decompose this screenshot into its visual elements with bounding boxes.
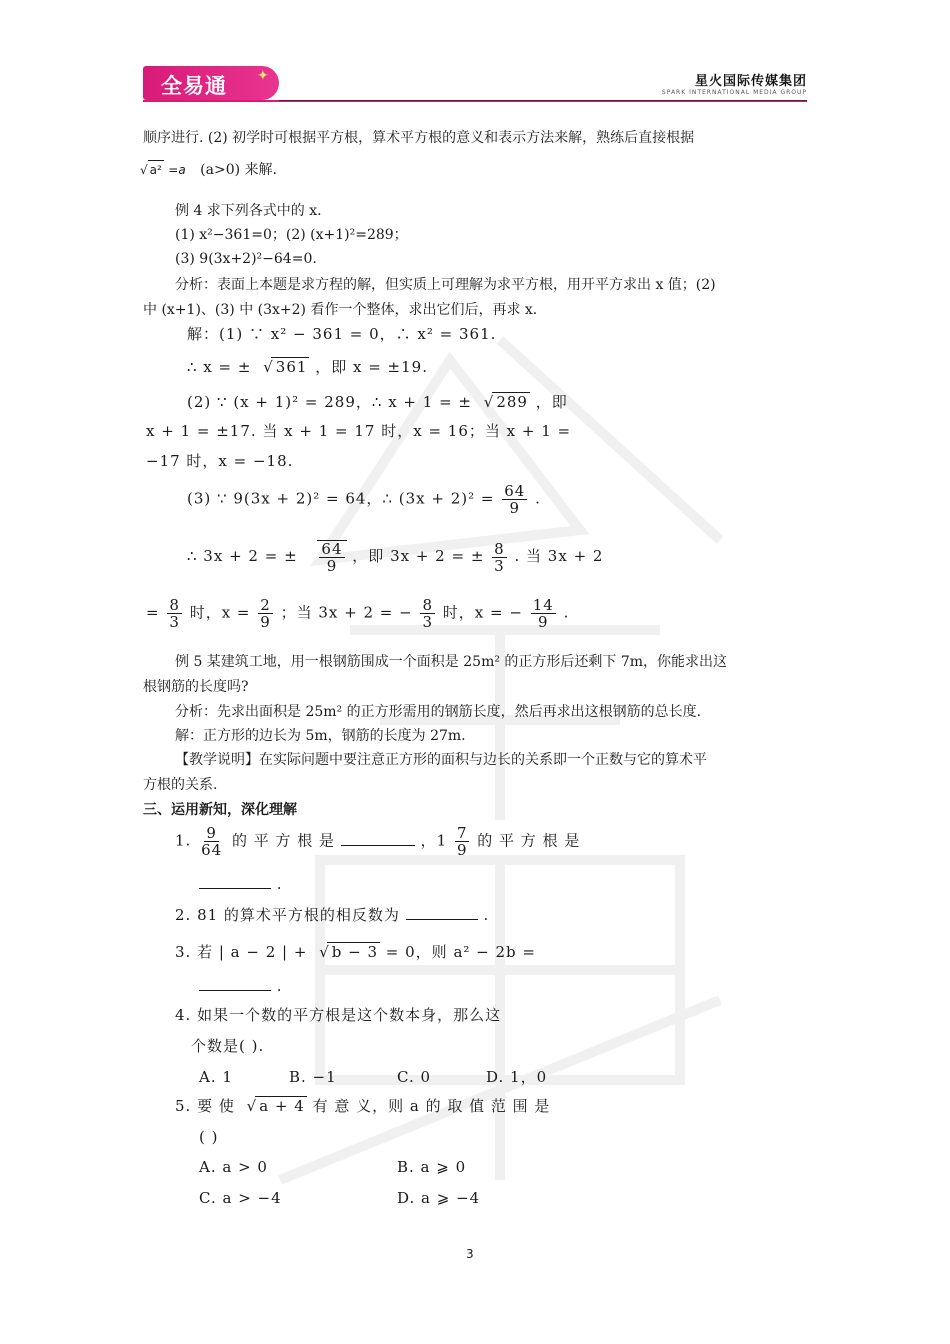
q1-post: 的 平 方 根 是 <box>477 831 581 850</box>
fraction-64-9 <box>502 483 527 516</box>
fraction-numerator: 9 <box>206 824 217 842</box>
sol8-e: . <box>563 603 570 622</box>
q1-end: . <box>276 875 283 893</box>
answer-blank[interactable] <box>406 919 478 920</box>
fraction-2-9 <box>258 597 273 630</box>
sol7-post: . 当 3x + 2 <box>514 547 604 565</box>
q5-pre: 5. 要 使 <box>175 1097 235 1115</box>
ex5-solution: 解：正方形的边长为 5m，钢筋的长度为 27m. <box>175 728 466 744</box>
publisher-name: 星火国际传媒集团 <box>694 74 807 89</box>
fraction-numerator: 8 <box>494 539 505 558</box>
sol7-mid: ，即 3x + 2 = ± <box>352 547 485 565</box>
sol8-a: = <box>146 603 160 622</box>
question-1-cont <box>199 875 283 893</box>
q5-option-b[interactable]: B. a ⩾ 0 <box>397 1158 467 1176</box>
fraction-denominator: 64 <box>201 841 223 859</box>
q4-option-d[interactable]: D. 1，0 <box>486 1068 548 1086</box>
intro-tail: (a>0) 来解. <box>200 162 277 178</box>
publisher-block <box>662 70 807 96</box>
fraction-denominator: 9 <box>456 841 468 859</box>
fraction-denominator: 9 <box>260 613 271 631</box>
header-rule-thin <box>279 100 807 101</box>
page-header <box>0 0 950 110</box>
q2-end: . <box>483 906 490 924</box>
teaching-note-2: 方根的关系. <box>143 777 218 793</box>
sol2-post: ，即 x = ±19. <box>315 358 428 376</box>
q4-option-c[interactable]: C. 0 <box>397 1068 432 1086</box>
sqrt-64-over-9 <box>317 540 346 574</box>
fraction-denominator: 3 <box>494 556 505 575</box>
q1-mid: 的 平 方 根 是 <box>231 831 336 850</box>
fraction-8-3 <box>167 597 182 630</box>
sqrt-289: √ 289 <box>492 392 530 411</box>
sol2-pre: ∴ x = ± <box>187 358 252 376</box>
q1-mid2: ，1 <box>420 831 448 850</box>
question-5 <box>175 1096 550 1115</box>
q3-end: . <box>276 977 283 995</box>
question-3 <box>175 942 536 961</box>
question-4-line-1: 4. 如果一个数的平方根是这个数本身，那么这 <box>175 1006 502 1024</box>
ex5-analysis: 分析：先求出面积是 25m² 的正方形需用的钢筋长度，然后再求出这根钢筋的总长度. <box>175 704 702 720</box>
answer-blank[interactable] <box>341 845 415 846</box>
answer-blank[interactable] <box>199 888 271 889</box>
sol7-pre: ∴ 3x + 2 = ± <box>187 547 298 565</box>
logo-text: 全易通 <box>161 74 227 98</box>
ex4-analysis-1: 分析：表面上本题是求方程的解，但实质上可理解为求平方根，用开平方求出 x 值；(2) <box>175 277 716 293</box>
fraction-numerator: 7 <box>456 824 468 842</box>
sol8-c: ；当 3x + 2 = − <box>280 603 413 622</box>
sol6-post: . <box>535 489 541 508</box>
ex4-analysis-2: 中 (x+1)、(3) 中 (3x+2) 看作一个整体，求出它们后，再求 x. <box>143 302 538 318</box>
teaching-note-1: 【教学说明】在实际问题中要注意正方形的面积与边长的关系即一个正数与它的算术平 <box>175 752 707 768</box>
ex4-eq12: (1) x²−361=0；(2) (x+1)²=289； <box>175 227 408 243</box>
section-3-title: 三、运用新知，深化理解 <box>143 802 297 818</box>
sqrt-a-plus-4: √ a + 4 <box>255 1096 307 1115</box>
q4-option-a[interactable]: A. 1 <box>199 1068 233 1086</box>
fraction-numerator: 2 <box>260 596 271 614</box>
page-number: 3 <box>466 1247 474 1261</box>
q3-pre: 3. 若 | a − 2 | + <box>175 943 308 961</box>
fraction-numerator: 14 <box>532 596 554 614</box>
fraction-numerator: 8 <box>169 596 180 614</box>
ex4-sol-1: 解：(1) ∵ x² − 361 = 0，∴ x² = 361. <box>187 325 497 343</box>
q5-post: 有 意 义，则 a 的 取 值 范 围 是 <box>312 1097 551 1115</box>
ex4-sol-4: x + 1 = ±17. 当 x + 1 = 17 时，x = 16；当 x + 1 = <box>146 422 572 440</box>
fraction-numerator: 64 <box>321 540 343 558</box>
ex4-sol-7 <box>187 540 603 574</box>
intro-line-2 <box>146 160 277 179</box>
fraction-numerator: 64 <box>504 482 526 500</box>
fraction-7-9 <box>455 825 470 858</box>
fraction-14-9 <box>531 597 556 630</box>
q5-option-a[interactable]: A. a > 0 <box>199 1158 268 1176</box>
fraction-denominator: 9 <box>509 499 521 517</box>
q5-option-d[interactable]: D. a ⩾ −4 <box>397 1189 481 1207</box>
intro-line-1: 顺序进行. (2) 初学时可根据平方根，算术平方根的意义和表示方法来解，熟练后直接根据 <box>143 130 695 146</box>
q1-pre: 1. <box>175 831 192 850</box>
q3-post: = 0，则 a² − 2b = <box>385 943 536 961</box>
star-icon: ✦ <box>257 68 269 84</box>
sqrt-b-minus-3: √ b − 3 <box>327 942 380 961</box>
fraction-denominator: 3 <box>169 613 180 631</box>
q4-option-b[interactable]: B. −1 <box>289 1068 337 1086</box>
ex5-title-1: 例 5 某建筑工地，用一根钢筋围成一个面积是 25m² 的正方形后还剩下 7m，你能求出这 <box>175 654 728 670</box>
question-3-cont <box>199 977 283 995</box>
brand-logo <box>143 66 279 100</box>
fraction-64-9-radicand <box>319 541 344 574</box>
question-5-paren: ( ) <box>199 1128 219 1146</box>
ex4-title: 例 4 求下列各式中的 x. <box>175 203 322 219</box>
ex4-sol-2 <box>187 357 428 376</box>
fraction-8-3 <box>420 597 435 630</box>
sol6-pre: (3) ∵ 9(3x + 2)² = 64，∴ (3x + 2)² = <box>187 489 495 508</box>
sol8-d: 时，x = − <box>442 603 523 622</box>
fraction-denominator: 9 <box>537 613 549 631</box>
q5-option-c[interactable]: C. a > −4 <box>199 1189 282 1207</box>
ex4-sol-3 <box>187 392 568 411</box>
ex4-sol-6 <box>187 483 541 516</box>
question-4-line-2: 个数是( ). <box>191 1037 265 1055</box>
fraction-8-3 <box>492 541 507 574</box>
ex4-sol-8 <box>146 597 569 630</box>
publisher-name-en: SPARK INTERNATIONAL MEDIA GROUP <box>661 89 807 96</box>
sol3-post: ，即 <box>535 393 568 411</box>
sqrt-361: √ 361 <box>271 357 309 376</box>
sol3-pre: (2) ∵ (x + 1)² = 289，∴ x + 1 = ± <box>187 393 472 411</box>
intro-eq: =a <box>168 163 186 177</box>
ex4-sol-5: −17 时，x = −18. <box>146 452 294 470</box>
sol8-b: 时，x = <box>189 603 251 622</box>
fraction-denominator: 3 <box>422 613 434 631</box>
fraction-9-64 <box>199 825 224 858</box>
ex5-title-2: 根钢筋的长度吗? <box>143 679 249 695</box>
fraction-numerator: 8 <box>422 596 434 614</box>
question-1 <box>175 825 580 858</box>
sqrt-a-squared: √ a² <box>148 160 164 179</box>
fraction-denominator: 9 <box>326 557 338 575</box>
question-2 <box>175 906 489 924</box>
ex4-eq3: (3) 9(3x+2)²−64=0. <box>175 251 317 267</box>
answer-blank[interactable] <box>199 990 271 991</box>
q2-text: 2. 81 的算术平方根的相反数为 <box>175 906 400 924</box>
